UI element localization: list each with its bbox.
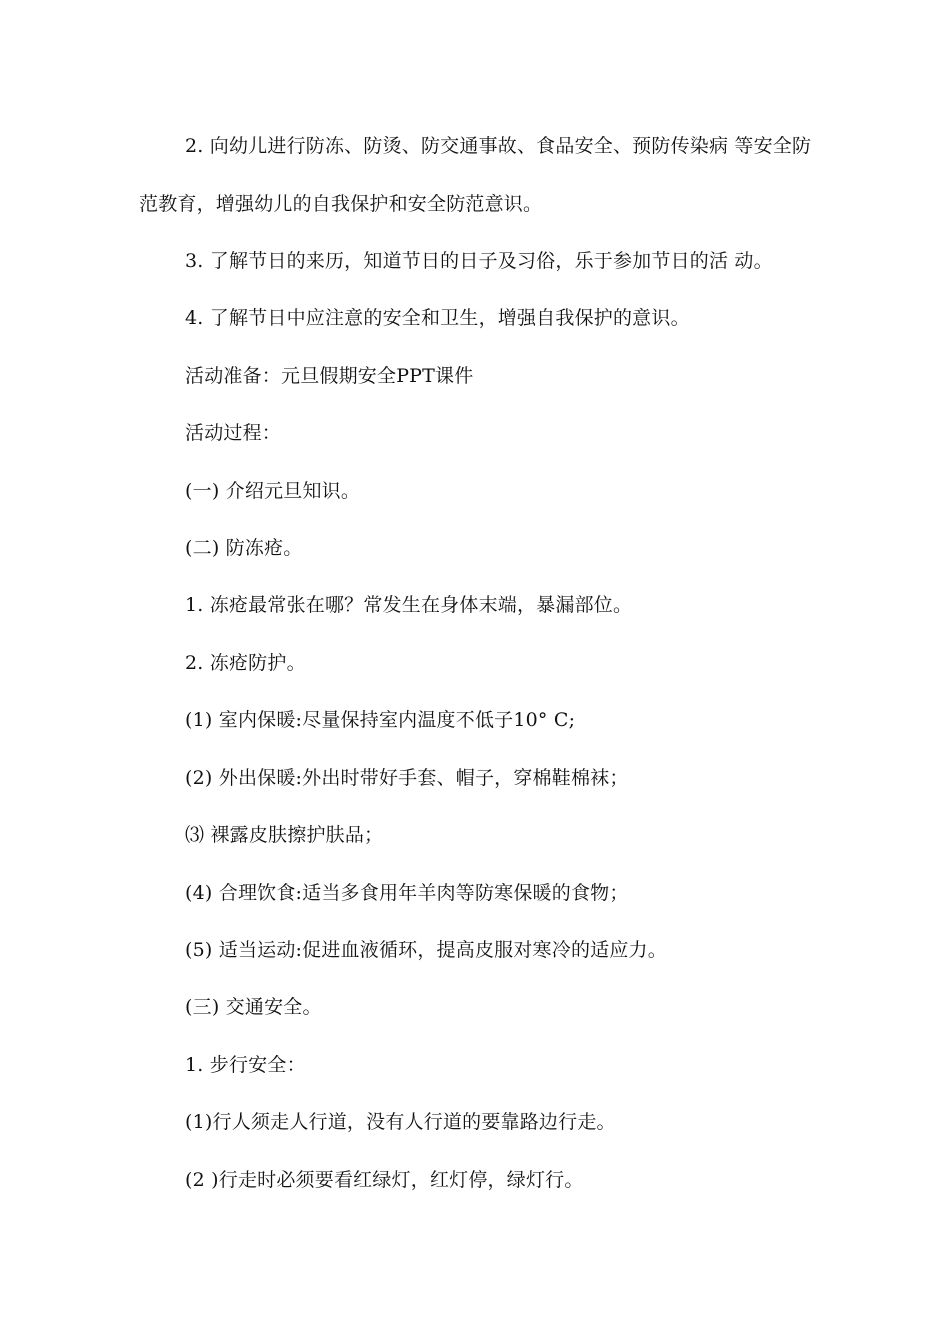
line-frostbite-2: 2. 冻疮防护。 (185, 652, 306, 674)
line-section-3: (三) 交通安全。 (185, 996, 322, 1018)
line-preparation: 活动准备：元旦假期安全PPT课件 (185, 365, 474, 387)
line-goal-2: 2. 向幼儿进行防冻、防烫、防交通事故、食品安全、预防传染病 等安全防 (185, 135, 812, 157)
line-walking-rule-1: (1)行人须走人行道，没有人行道的要靠路边行走。 (185, 1111, 616, 1133)
line-section-1: (一) 介绍元旦知识。 (185, 480, 361, 502)
line-protection-4: (4) 合理饮食:适当多食用年羊肉等防寒保暖的食物； (185, 882, 629, 904)
line-frostbite-1: 1. 冻疮最常张在哪？常发生在身体末端，暴漏部位。 (185, 594, 633, 616)
line-section-2: (二) 防冻疮。 (185, 537, 303, 559)
line-goal-3: 3. 了解节日的来历，知道节日的日子及习俗，乐于参加节日的活 动。 (185, 250, 773, 272)
line-protection-5: (5) 适当运动:促进血液循环，提高皮服对寒冷的适应力。 (185, 939, 667, 961)
line-walking-rule-2: (2 )行走时必须要看红绿灯，红灯停，绿灯行。 (185, 1169, 584, 1191)
line-protection-3: ⑶ 裸露皮肤擦护肤品； (185, 824, 384, 846)
line-goal-4: 4. 了解节日中应注意的安全和卫生，增强自我保护的意识。 (185, 307, 690, 329)
line-protection-1: (1) 室内保暖:尽量保持室内温度不低子10° C; (185, 709, 576, 731)
line-goal-2-continued: 范教育，增强幼儿的自我保护和安全防范意识。 (139, 193, 543, 215)
line-walking-safety: 1. 步行安全： (185, 1054, 306, 1076)
line-protection-2: (2) 外出保暖:外出时带好手套、帽子，穿棉鞋棉袜； (185, 767, 629, 789)
line-process-heading: 活动过程： (185, 422, 282, 444)
